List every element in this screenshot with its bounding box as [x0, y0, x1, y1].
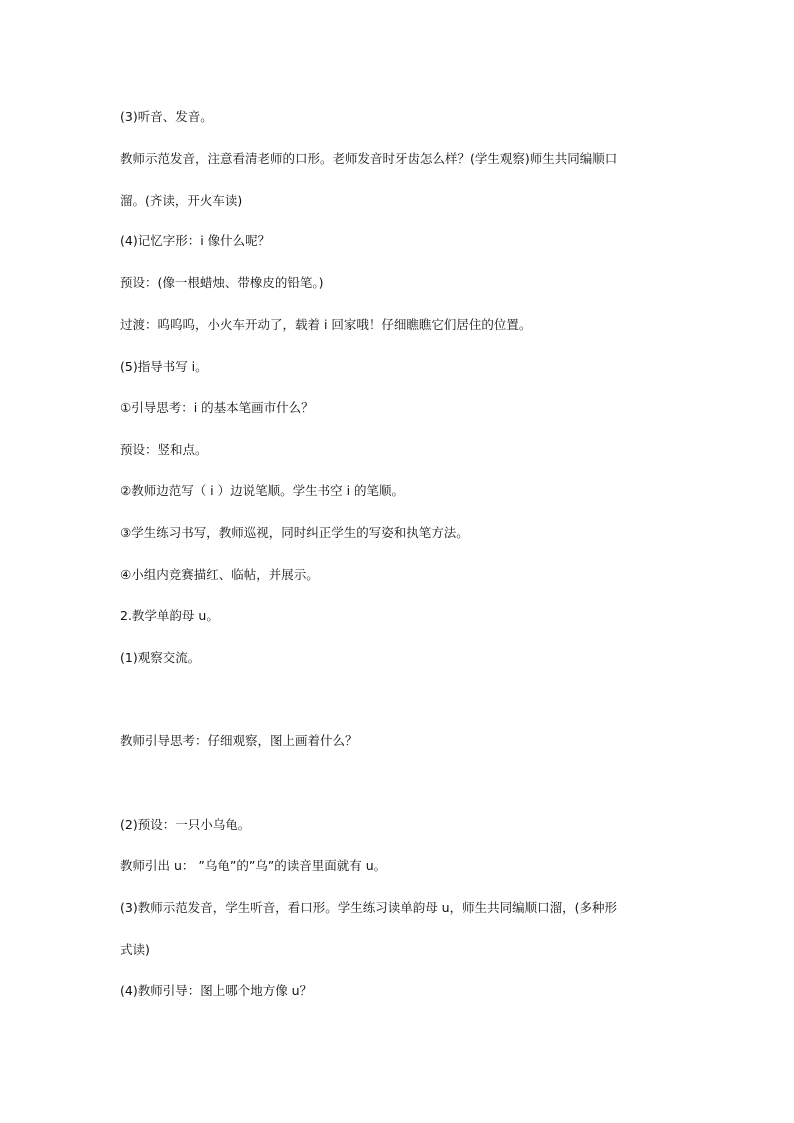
text-line: 教师引导思考：仔细观察，图上画着什么？	[120, 733, 358, 748]
text-line: (4)教师引导：图上哪个地方像 u？	[120, 983, 313, 998]
text-line: 预设：竖和点。	[120, 442, 208, 457]
text-line: 式读)	[120, 942, 150, 957]
text-line: (4)记忆字形：i 像什么呢？	[120, 233, 271, 248]
text-line: (2)预设：一只小乌龟。	[120, 817, 251, 832]
text-line: (1)观察交流。	[120, 650, 201, 665]
text-line: 2.教学单韵母 u。	[120, 608, 219, 623]
text-line: ④小组内竞赛描红、临帖，并展示。	[120, 567, 319, 582]
text-line: 预设：(像一根蜡烛、带橡皮的铅笔。)	[120, 275, 324, 290]
text-line: (5)指导书写 i。	[120, 359, 208, 374]
text-line: (3)听音、发音。	[120, 109, 213, 124]
text-line: ①引导思考：i 的基本笔画市什么？	[120, 400, 314, 415]
text-line: 过渡：呜呜呜，小火车开动了，载着 i 回家哦！仔细瞧瞧它们居住的位置。	[120, 317, 532, 332]
text-line: 教师示范发音，注意看清老师的口形。老师发音时牙齿怎么样？(学生观察)师生共同编顺口	[120, 151, 618, 166]
text-line: 教师引出 u： ”乌龟”的”乌”的读音里面就有 u。	[120, 858, 387, 873]
text-line: (3)教师示范发音，学生听音，看口形。学生练习读单韵母 u，师生共同编顺口溜，(多种形	[120, 900, 617, 915]
text-line: ③学生练习书写，教师巡视，同时纠正学生的写姿和执笔方法。	[120, 525, 469, 540]
text-line: ②教师边范写（ i ）边说笔顺。学生书空 i 的笔顺。	[120, 483, 405, 498]
text-line: 溜。(齐读，开火车读)	[120, 193, 243, 208]
